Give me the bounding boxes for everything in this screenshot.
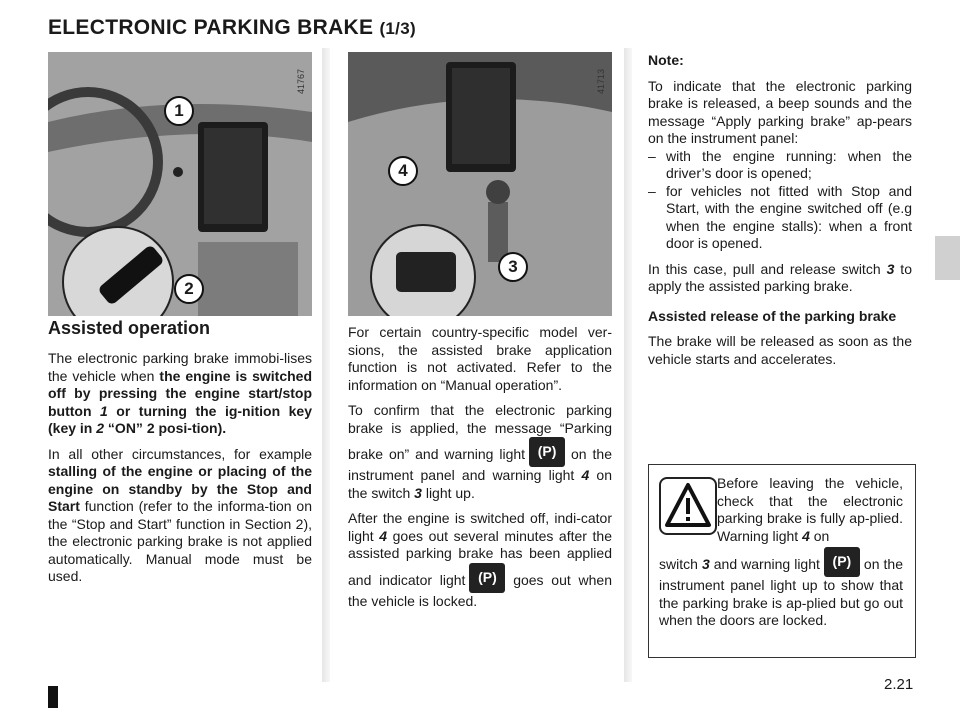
parking-brake-warning-icon (824, 547, 860, 577)
callout-2: 2 (174, 274, 204, 304)
warning-box (648, 464, 916, 658)
column-divider (624, 48, 632, 682)
console-illustration (348, 52, 612, 316)
parking-brake-warning-icon (469, 563, 505, 593)
paragraph: To confirm that the electronic parking brake is applied, the message “Parking brake on” and warning light(P) on the instrument panel and warning light 4 on the switch 3 light up. (348, 402, 612, 502)
callout-4: 4 (388, 156, 418, 186)
section-heading: Assisted operation (48, 318, 211, 338)
paragraph: After the engine is switched off, indi-cator light 4 goes out several minutes after the assisted parking brake has been applied and indicator light(P) goes out when the vehicle is locked. (348, 510, 612, 610)
note-title: Note: (648, 52, 684, 68)
title-part: (1/3) (379, 19, 416, 38)
paragraph: The electronic parking brake immobi-lises the vehicle when the engine is switched off by pressing the engine start/stop button 1 or turning the ig-nition key (key in 2 “ON” 2 posi-tion). (48, 350, 312, 436)
left-column-text (48, 350, 312, 586)
section-tab (935, 236, 960, 280)
paragraph: In all other circumstances, for example stalling of the engine or placing of the engine on standby by the Stop and Start function (refer to the informa-tion on the “Stop and Start” function in Section 2), the electronic parking brake is not applied automatically. Manual mode must be used. (48, 445, 312, 584)
dash-item: – for vehicles not fitted with Stop and Start, with the engine switched off (e.g when the engine stalls): when a front door is opened. (648, 182, 912, 251)
paragraph: In this case, pull and release switch 3 to apply the assisted parking brake. (648, 260, 912, 294)
paragraph: The brake will be released as soon as the vehicle starts and accelerates. (648, 333, 912, 367)
dash-item: – with the engine running: when the driver’s door is opened; (648, 147, 912, 181)
right-column-text (648, 52, 912, 368)
parking-brake-warning-icon (529, 437, 565, 467)
column-divider (322, 48, 330, 682)
callout-3: 3 (498, 252, 528, 282)
page-title (48, 16, 416, 40)
photo-code: 41767 (296, 68, 306, 94)
page-number: 2.21 (884, 676, 914, 693)
warning-triangle-icon (659, 477, 717, 535)
dashboard-photo (48, 52, 312, 316)
middle-column-text (348, 324, 612, 610)
callout-1: 1 (164, 96, 194, 126)
paragraph: To indicate that the electronic parking brake is released, a beep sounds and the message “Apply parking brake” ap-pears on the instrument panel: (648, 77, 912, 146)
photo-code: 41713 (596, 68, 606, 94)
warning-text: switch 3 and warning light(P) on the instrument panel light up to show that the parking brake is ap-plied but go out when the doors are locked. (659, 547, 903, 630)
sub-heading: Assisted release of the parking brake (648, 307, 897, 324)
corner-mark (48, 686, 58, 708)
paragraph: For certain country-specific model ver-sions, the assisted brake application function is not activated. Refer to the information on “Manual operation”. (348, 324, 612, 393)
console-photo (348, 52, 612, 316)
title-text: ELECTRONIC PARKING BRAKE (48, 16, 374, 39)
warning-text: Before leaving the vehicle, check that the electronic parking brake is fully ap-plied. Warning light 4 on (717, 475, 903, 544)
